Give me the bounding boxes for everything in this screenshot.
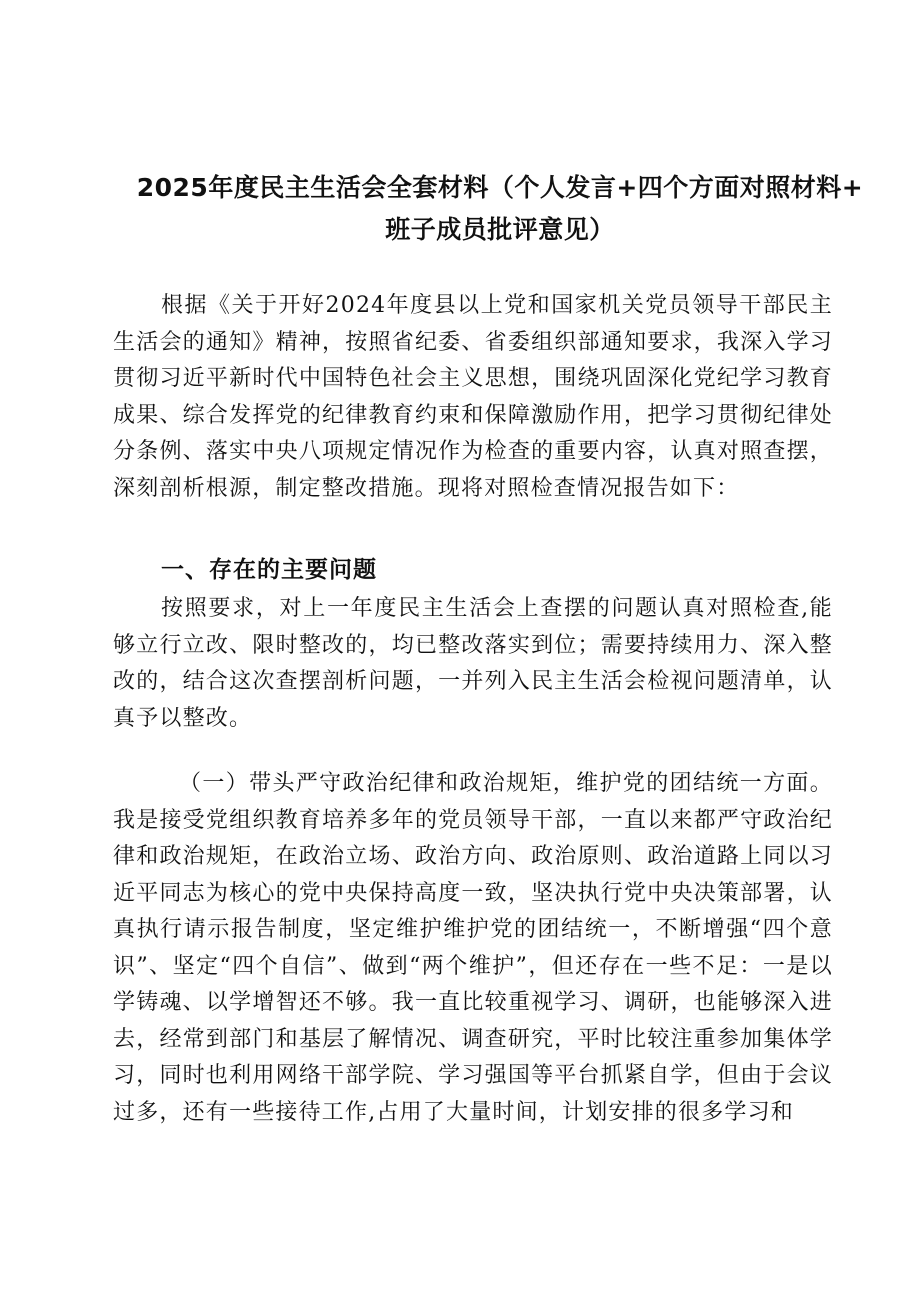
subsection1-paragraph: （一）带头严守政治纪律和政治规矩，维护党的团结统一方面。我是接受党组织教育培养多年的党员领导干部，一直以来都严守政治纪律和政治规矩，在政治立场、政治方向、政治原则、政治道路上同以习近平同志为核心的党中央保持高度一致，坚决执行党中央决策部署，认真执行请示报告制度，坚定维护维护党的团结统一，不断增强“四个意识”、坚定“四个自信”、做到“两个维护”，但还存在一些不足：一是以学铸魂、以学增智还不够。我一直比较重视学习、调研，也能够深入进去，经常到部门和基层了解情况、调查研究，平时比较注重参加集体学习，同时也利用网络干部学院、学习强国等平台抓紧自学，但由于会议过多，还有一些接待工作,占用了大量时间，计划安排的很多学习和: [113, 771, 833, 1125]
section1-intro-block: [113, 591, 833, 737]
section1-intro-paragraph: 按照要求，对上一年度民主生活会上查摆的问题认真对照检查,能够立行立改、限时整改的，均已整改落实到位；需要持续用力、深入整改的，结合这次查摆剖析问题，一并列入民主生活会检视问题清单，认真予以整改。: [113, 596, 833, 731]
section-heading-problems: 一、存在的主要问题: [161, 557, 377, 583]
intro-paragraph: 根据《关于开好2024年度县以上党和国家机关党员领导干部民主生活会的通知》精神，按照省纪委、省委组织部通知要求，我深入学习贯彻习近平新时代中国特色社会主义思想，围绕巩固深化党纪学习教育成果、综合发挥党的纪律教育约束和保障激励作用，把学习贯彻纪律处分条例、落实中央八项规定情况作为检查的重要内容，认真对照查摆，深刻剖析根源，制定整改措施。现将对照检查情况报告如下：: [113, 293, 833, 501]
document-title-line-1: 2025年度民主生活会全套材料（个人发言+四个方面对照材料+: [136, 172, 864, 202]
document-title: [110, 167, 890, 251]
document-title-line-2: 班子成员批评意见）: [385, 214, 615, 244]
subsection1-block: [113, 766, 833, 1131]
intro-paragraph-block: [113, 288, 833, 507]
